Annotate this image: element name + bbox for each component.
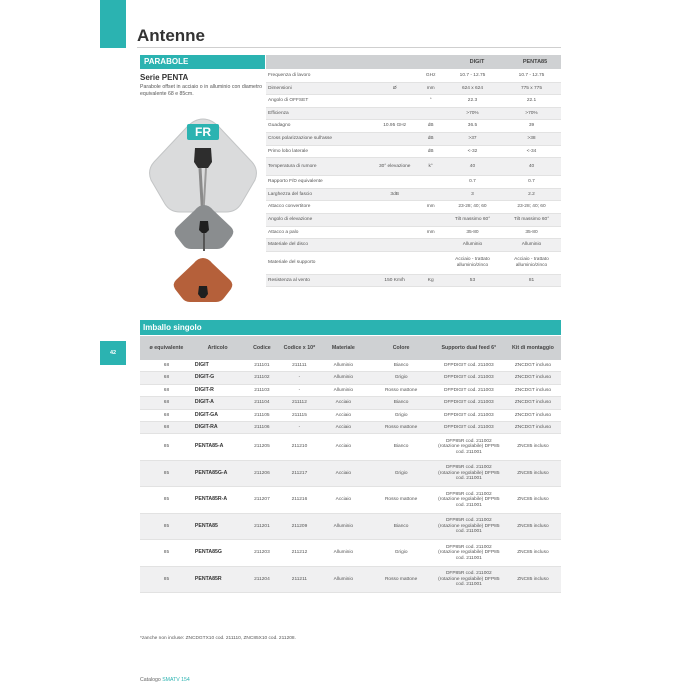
- cell-mounting-kit: ZNC85 incluso: [505, 487, 561, 514]
- cell-color: Rosso mattone: [369, 384, 432, 396]
- cell-diameter: 68: [140, 421, 193, 433]
- spec-label: Efficienza: [266, 107, 371, 120]
- cell-material: Acciaio: [317, 397, 369, 409]
- spec-value-penta85: <-34: [502, 145, 561, 158]
- spec-row: [266, 158, 561, 176]
- column-header-digit: DIGIT: [469, 59, 485, 65]
- cell-material: Acciaio: [317, 421, 369, 433]
- cell-article: DIGIT: [193, 360, 242, 372]
- spec-value-penta85: 22.1: [502, 95, 561, 108]
- table-row: [140, 487, 561, 514]
- spec-unit: [418, 251, 443, 274]
- top-accent-bar: [100, 0, 126, 48]
- cell-color: Rosso mattone: [369, 487, 432, 514]
- cell-article: DIGIT-RA: [193, 421, 242, 433]
- spec-value-penta85: Acciaio - trattato alluminio/zinco: [502, 251, 561, 274]
- catalog-footer: [140, 677, 190, 683]
- cell-color: Rosso mattone: [369, 566, 432, 593]
- spec-row: [266, 274, 561, 287]
- column-header: Colore: [369, 336, 432, 360]
- cell-code-x10: 211217: [282, 460, 318, 487]
- spec-condition: [371, 226, 418, 239]
- spec-row: [266, 132, 561, 145]
- cell-code-x10: 211210: [282, 434, 318, 461]
- cell-mounting-kit: ZNC85 incluso: [505, 434, 561, 461]
- spec-value-digit: <-32: [443, 145, 502, 158]
- cell-color: Grigio: [369, 460, 432, 487]
- cell-code: 211101: [242, 360, 281, 372]
- spec-value-penta85: 23-28; 40; 60: [502, 201, 561, 214]
- table-row: [140, 566, 561, 593]
- dish-grey-image: [171, 203, 237, 251]
- spec-label: Attacco convertitore: [266, 201, 371, 214]
- cell-article: DIGIT-A: [193, 397, 242, 409]
- cell-article: PENTA85G: [193, 540, 242, 567]
- cell-article: PENTA85R-A: [193, 487, 242, 514]
- spec-label: Frequenza di lavoro: [266, 70, 371, 82]
- spec-value-penta85: 40: [502, 158, 561, 176]
- series-description: Parabole offset in acciaio o in alluminio con diametro equivalente 68 e 85cm.: [140, 84, 262, 97]
- spec-label: Rapporto F/D equivalente: [266, 176, 371, 189]
- spec-unit: dB: [418, 145, 443, 158]
- column-header: ø equivalente: [140, 336, 193, 360]
- series-title: Serie PENTA: [140, 73, 189, 82]
- cell-diameter: 85: [140, 566, 193, 593]
- spec-label: Resistenza al vento: [266, 274, 371, 287]
- spec-condition: [371, 251, 418, 274]
- table-row: [140, 540, 561, 567]
- cell-mounting-kit: ZNC85 incluso: [505, 566, 561, 593]
- cell-code: 211106: [242, 421, 281, 433]
- cell-material: Alluminio: [317, 566, 369, 593]
- cell-material: Acciaio: [317, 460, 369, 487]
- cell-code-x10: -: [282, 384, 318, 396]
- spec-value-penta85: 35-80: [502, 226, 561, 239]
- column-header-penta85: PENTA85: [522, 59, 548, 65]
- cell-diameter: 85: [140, 487, 193, 514]
- cell-mounting-kit: ZNCDGT incluso: [505, 360, 561, 372]
- table-row: [140, 513, 561, 540]
- cell-mounting-kit: ZNC85 incluso: [505, 540, 561, 567]
- spec-row: [266, 239, 561, 252]
- cell-color: Bianco: [369, 513, 432, 540]
- spec-label: Attacco a palo: [266, 226, 371, 239]
- cell-diameter: 68: [140, 397, 193, 409]
- spec-condition: [371, 70, 418, 82]
- cell-support: DFPDIGIT cod. 211003: [433, 360, 505, 372]
- table-row: [140, 384, 561, 396]
- cell-article: PENTA85R: [193, 566, 242, 593]
- spec-row: [266, 145, 561, 158]
- cell-support: DFP85R cod. 211002 (rotazione regolabile) DFP85 cod. 211001: [433, 434, 505, 461]
- cell-diameter: 68: [140, 409, 193, 421]
- spec-label: Larghezza del fascio: [266, 188, 371, 201]
- spec-value-digit: 36.5: [443, 120, 502, 133]
- cell-color: Rosso mattone: [369, 421, 432, 433]
- cell-material: Acciaio: [317, 409, 369, 421]
- cell-article: DIGIT-R: [193, 384, 242, 396]
- spec-condition: [371, 132, 418, 145]
- spec-unit: [418, 107, 443, 120]
- spec-row: [266, 82, 561, 95]
- cell-support: DFPDIGIT cod. 211003: [433, 397, 505, 409]
- cell-article: PENTA85: [193, 513, 242, 540]
- spec-value-digit: 22.3: [443, 95, 502, 108]
- spec-table-header: [266, 55, 561, 69]
- table-row: [140, 397, 561, 409]
- spec-row: [266, 95, 561, 108]
- cell-color: Bianco: [369, 434, 432, 461]
- spec-condition: [371, 239, 418, 252]
- cell-color: Bianco: [369, 397, 432, 409]
- cell-article: DIGIT-G: [193, 372, 242, 384]
- footnote: *zanche non incluse: ZNCDGTX10 cod. 211110, ZNC85X10 cod. 211208.: [140, 636, 296, 641]
- column-header: Articolo: [193, 336, 242, 360]
- cell-support: DFPDIGIT cod. 211003: [433, 372, 505, 384]
- cell-material: Alluminio: [317, 384, 369, 396]
- cell-mounting-kit: ZNCDGT incluso: [505, 409, 561, 421]
- spec-value-digit: Tilt massimo 60°: [443, 213, 502, 226]
- spec-table: [266, 70, 561, 287]
- section-header-parabole: PARABOLE: [140, 55, 265, 69]
- cell-code-x10: -: [282, 421, 318, 433]
- spec-condition: [371, 213, 418, 226]
- spec-label: Materiale del disco: [266, 239, 371, 252]
- cell-support: DFP85R cod. 211002 (rotazione regolabile) DFP85 cod. 211001: [433, 487, 505, 514]
- cell-code: 211207: [242, 487, 281, 514]
- cell-code-x10: 211115: [282, 409, 318, 421]
- spec-label: Cross polarizzazione sull'asse: [266, 132, 371, 145]
- cell-material: Alluminio: [317, 372, 369, 384]
- cell-diameter: 68: [140, 372, 193, 384]
- cell-code-x10: 211209: [282, 513, 318, 540]
- cell-support: DFP85R cod. 211002 (rotazione regolabile) DFP85 cod. 211001: [433, 513, 505, 540]
- spec-condition: 30° elevazione: [371, 158, 418, 176]
- spec-value-digit: 53: [443, 274, 502, 287]
- page-title: Antenne: [137, 26, 205, 45]
- spec-value-penta85: Alluminio: [502, 239, 561, 252]
- cell-support: DFPDIGIT cod. 211003: [433, 384, 505, 396]
- cell-code-x10: 211111: [282, 360, 318, 372]
- spec-value-digit: >37: [443, 132, 502, 145]
- spec-value-digit: 35-80: [443, 226, 502, 239]
- cell-mounting-kit: ZNCDGT incluso: [505, 384, 561, 396]
- cell-color: Grigio: [369, 372, 432, 384]
- spec-label: Angolo di OFFSET: [266, 95, 371, 108]
- cell-material: Alluminio: [317, 513, 369, 540]
- spec-value-penta85: >38: [502, 132, 561, 145]
- spec-condition: 3dB: [371, 188, 418, 201]
- spec-value-penta85: 10.7 - 12.75: [502, 70, 561, 82]
- spec-value-penta85: Tilt massimo 60°: [502, 213, 561, 226]
- cell-color: Grigio: [369, 540, 432, 567]
- column-header: Supporto dual feed 6°: [433, 336, 505, 360]
- spec-condition: [371, 95, 418, 108]
- cell-material: Alluminio: [317, 360, 369, 372]
- spec-value-penta85: 39: [502, 120, 561, 133]
- spec-condition: Ø: [371, 82, 418, 95]
- spec-unit: mm: [418, 82, 443, 95]
- spec-condition: 10.95 GHz: [371, 120, 418, 133]
- spec-value-digit: >70%: [443, 107, 502, 120]
- svg-text:FR: FR: [195, 125, 211, 139]
- table-row: [140, 421, 561, 433]
- spec-value-penta85: 775 x 775: [502, 82, 561, 95]
- table-row: [140, 460, 561, 487]
- cell-diameter: 85: [140, 540, 193, 567]
- spec-label: Primo lobo laterale: [266, 145, 371, 158]
- spec-unit: k°: [418, 158, 443, 176]
- dish-red-image: [170, 256, 236, 304]
- spec-row: [266, 176, 561, 189]
- cell-code: 211205: [242, 434, 281, 461]
- cell-support: DFPDIGIT cod. 211003: [433, 421, 505, 433]
- packaging-table: [140, 336, 561, 593]
- cell-mounting-kit: ZNCDGT incluso: [505, 421, 561, 433]
- spec-value-penta85: 2.2: [502, 188, 561, 201]
- spec-row: [266, 251, 561, 274]
- spec-label: Guadagno: [266, 120, 371, 133]
- cell-color: Grigio: [369, 409, 432, 421]
- spec-unit: GHz: [418, 70, 443, 82]
- column-header: Kit di montaggio: [505, 336, 561, 360]
- spec-label: Materiale del supporto: [266, 251, 371, 274]
- spec-row: [266, 201, 561, 214]
- spec-condition: [371, 201, 418, 214]
- cell-code: 211203: [242, 540, 281, 567]
- spec-label: Temperatura di rumore: [266, 158, 371, 176]
- cell-support: DFPDIGIT cod. 211003: [433, 409, 505, 421]
- cell-code: 211102: [242, 372, 281, 384]
- spec-value-digit: 10.7 - 12.75: [443, 70, 502, 82]
- cell-support: DFP85R cod. 211002 (rotazione regolabile) DFP85 cod. 211001: [433, 460, 505, 487]
- cell-mounting-kit: ZNCDGT incluso: [505, 372, 561, 384]
- cell-diameter: 85: [140, 460, 193, 487]
- spec-row: [266, 107, 561, 120]
- spec-row: [266, 70, 561, 82]
- cell-article: PENTA85G-A: [193, 460, 242, 487]
- spec-value-digit: Alluminio: [443, 239, 502, 252]
- spec-value-penta85: 81: [502, 274, 561, 287]
- spec-value-digit: 0.7: [443, 176, 502, 189]
- cell-code-x10: 211112: [282, 397, 318, 409]
- spec-unit: dB: [418, 120, 443, 133]
- cell-code-x10: 211211: [282, 566, 318, 593]
- cell-diameter: 85: [140, 434, 193, 461]
- spec-value-digit: Acciaio - trattato alluminio/zinco: [443, 251, 502, 274]
- cell-mounting-kit: ZNCDGT incluso: [505, 397, 561, 409]
- cell-support: DFP85R cod. 211002 (rotazione regolabile) DFP85 cod. 211001: [433, 566, 505, 593]
- cell-code: 211206: [242, 460, 281, 487]
- spec-unit: mm: [418, 201, 443, 214]
- spec-unit: [418, 176, 443, 189]
- spec-condition: 150 Km/h: [371, 274, 418, 287]
- spec-row: [266, 213, 561, 226]
- cell-code-x10: 211216: [282, 487, 318, 514]
- spec-unit: [418, 239, 443, 252]
- spec-unit: °: [418, 95, 443, 108]
- spec-unit: [418, 188, 443, 201]
- spec-label: Dimensioni: [266, 82, 371, 95]
- cell-support: DFP85R cod. 211002 (rotazione regolabile) DFP85 cod. 211001: [433, 540, 505, 567]
- cell-diameter: 68: [140, 360, 193, 372]
- cell-code: 211105: [242, 409, 281, 421]
- column-header: Codice x 10*: [282, 336, 318, 360]
- spec-unit: mm: [418, 226, 443, 239]
- cell-article: PENTA85-A: [193, 434, 242, 461]
- spec-value-digit: 3: [443, 188, 502, 201]
- cell-mounting-kit: ZNC85 incluso: [505, 513, 561, 540]
- spec-value-digit: 624 x 624: [443, 82, 502, 95]
- cell-color: Bianco: [369, 360, 432, 372]
- cell-mounting-kit: ZNC85 incluso: [505, 460, 561, 487]
- cell-code-x10: -: [282, 372, 318, 384]
- spec-row: [266, 120, 561, 133]
- spec-value-penta85: 0.7: [502, 176, 561, 189]
- spec-row: [266, 188, 561, 201]
- spec-condition: [371, 145, 418, 158]
- spec-unit: Kg: [418, 274, 443, 287]
- cell-code: 211103: [242, 384, 281, 396]
- spec-condition: [371, 176, 418, 189]
- table-row: [140, 372, 561, 384]
- cell-material: Acciaio: [317, 434, 369, 461]
- spec-value-digit: 40: [443, 158, 502, 176]
- cell-diameter: 85: [140, 513, 193, 540]
- cell-code: 211104: [242, 397, 281, 409]
- title-divider: [137, 47, 561, 48]
- table-row: [140, 434, 561, 461]
- catalog-name: SMATV 154: [162, 677, 190, 683]
- cell-code-x10: 211212: [282, 540, 318, 567]
- spec-row: [266, 226, 561, 239]
- packaging-header-row: [140, 336, 561, 360]
- spec-label: Angolo di elevazione: [266, 213, 371, 226]
- column-header: Materiale: [317, 336, 369, 360]
- spec-condition: [371, 107, 418, 120]
- catalog-label: Catalogo: [140, 677, 161, 683]
- cell-code: 211204: [242, 566, 281, 593]
- spec-value-penta85: >70%: [502, 107, 561, 120]
- spec-unit: dB: [418, 132, 443, 145]
- cell-material: Acciaio: [317, 487, 369, 514]
- table-row: [140, 360, 561, 372]
- cell-diameter: 68: [140, 384, 193, 396]
- spec-unit: [418, 213, 443, 226]
- spec-value-digit: 23-28; 40; 60: [443, 201, 502, 214]
- cell-code: 211201: [242, 513, 281, 540]
- cell-material: Alluminio: [317, 540, 369, 567]
- table-row: [140, 409, 561, 421]
- page-number-tab: 42: [100, 341, 126, 365]
- column-header: Codice: [242, 336, 281, 360]
- cell-article: DIGIT-GA: [193, 409, 242, 421]
- section-header-imballo: Imballo singolo: [140, 320, 561, 335]
